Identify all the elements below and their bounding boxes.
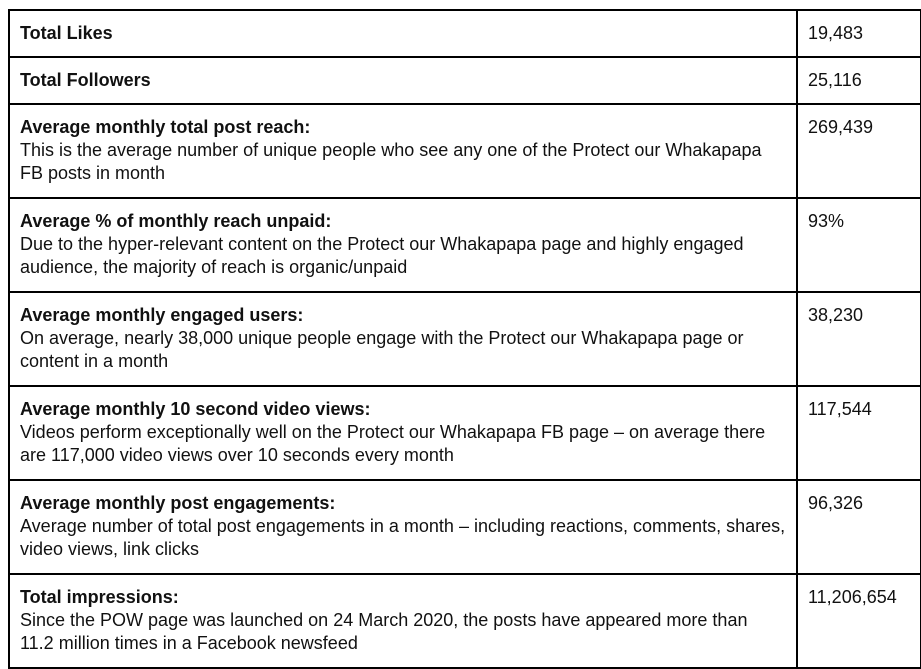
metric-value: 38,230: [797, 292, 921, 386]
metric-label-cell: [9, 104, 797, 198]
metric-label-cell: [9, 198, 797, 292]
metric-label-cell: [9, 386, 797, 480]
table-row: [9, 104, 921, 198]
table-row: [9, 292, 921, 386]
metric-title: Total impressions:: [20, 587, 179, 607]
metric-description: This is the average number of unique people who see any one of the Protect our Whakapapa FB posts in month: [20, 140, 762, 183]
metric-title: Average monthly total post reach:: [20, 117, 311, 137]
metric-title: Total Followers: [20, 70, 151, 90]
table-row: [9, 574, 921, 668]
table-row: [9, 386, 921, 480]
metric-label-cell: [9, 292, 797, 386]
metric-value: 96,326: [797, 480, 921, 574]
metric-label-cell: [9, 574, 797, 668]
metric-value: 269,439: [797, 104, 921, 198]
metric-description: Videos perform exceptionally well on the Protect our Whakapapa FB page – on average there are 117,000 video views over 10 seconds every month: [20, 422, 766, 465]
metric-title: Average monthly engaged users:: [20, 305, 304, 325]
metric-value: 19,483: [797, 10, 921, 57]
table-row: [9, 10, 921, 57]
table-row: [9, 57, 921, 104]
metric-description: Average number of total post engagements in a month – including reactions, comments, shares, video views, link clicks: [20, 516, 786, 559]
metric-title: Total Likes: [20, 23, 113, 43]
metric-label-cell: [9, 10, 797, 57]
metric-value: 117,544: [797, 386, 921, 480]
metric-description: On average, nearly 38,000 unique people engage with the Protect our Whakapapa page or content in a month: [20, 328, 744, 371]
metric-title: Average monthly 10 second video views:: [20, 399, 371, 419]
metric-value: 25,116: [797, 57, 921, 104]
metric-value: 93%: [797, 198, 921, 292]
table-row: [9, 198, 921, 292]
metric-title: Average % of monthly reach unpaid:: [20, 211, 332, 231]
metric-description: Due to the hyper-relevant content on the Protect our Whakapapa page and highly engaged audience, the majority of reach is organic/unpaid: [20, 234, 744, 277]
table-row: [9, 480, 921, 574]
stats-table: [8, 9, 921, 669]
metric-label-cell: [9, 480, 797, 574]
metric-description: Since the POW page was launched on 24 March 2020, the posts have appeared more than 11.2 million times in a Facebook newsfeed: [20, 610, 748, 653]
metric-title: Average monthly post engagements:: [20, 493, 336, 513]
metric-label-cell: [9, 57, 797, 104]
metric-value: 11,206,654: [797, 574, 921, 668]
